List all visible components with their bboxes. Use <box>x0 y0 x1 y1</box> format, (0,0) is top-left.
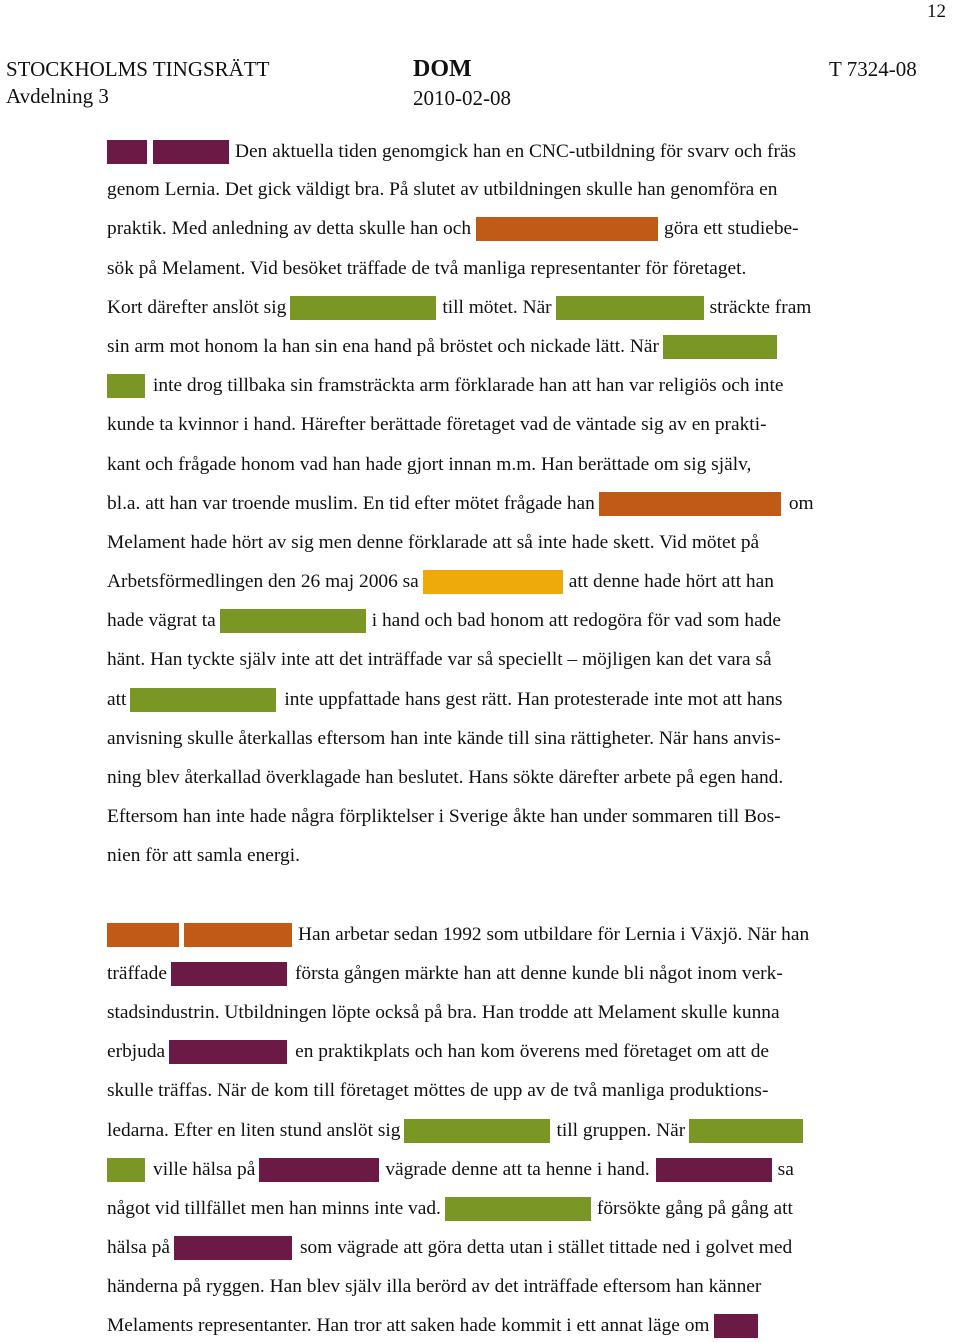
line-text: vägrade denne att ta henne i hand. <box>385 1159 650 1180</box>
text-line <box>107 215 799 243</box>
text-line <box>107 333 777 361</box>
text-line <box>107 921 809 949</box>
line-text: göra ett studiebe- <box>664 218 799 239</box>
redaction-block <box>714 1314 758 1338</box>
line-text: träffade <box>107 963 167 984</box>
line-text: Melaments representanter. Han tror att saken hade kommit i ett annat läge om <box>107 1315 710 1336</box>
text-line <box>107 1117 803 1145</box>
text-line: ning blev återkallad överklagade han beslutet. Hans sökte därefter arbete på egen hand. <box>107 767 784 788</box>
text-line <box>107 568 774 596</box>
case-number: T 7324-08 <box>829 57 917 81</box>
line-text: ville hälsa på <box>153 1159 256 1180</box>
line-text: sträckte fram <box>709 297 812 318</box>
text-line <box>107 294 811 322</box>
line-text: inte uppfattade hans gest rätt. Han protesterade inte mot att hans <box>284 689 783 710</box>
page-number: 12 <box>927 1 946 22</box>
redaction-block <box>107 1158 145 1182</box>
redaction-block <box>107 140 147 164</box>
text-line <box>107 1312 758 1340</box>
line-text: att denne hade hört att han <box>568 571 774 592</box>
redaction-block <box>259 1158 379 1182</box>
line-text: något vid tillfället men han minns inte vad. <box>107 1198 441 1219</box>
text-line <box>107 607 781 635</box>
redaction-block <box>663 335 777 359</box>
line-text: sin arm mot honom la han sin ena hand på bröstet och nickade lätt. När <box>107 336 659 357</box>
text-line: kant och frågade honom vad han hade gjort innan m.m. Han berättade om sig själv, <box>107 454 752 475</box>
division: Avdelning 3 <box>6 84 109 108</box>
line-text: som vägrade att göra detta utan i stället tittade ned i golvet med <box>300 1237 793 1258</box>
redaction-block <box>445 1197 591 1221</box>
text-line: Eftersom han inte hade några förpliktelser i Sverige åkte han under sommaren till Bos- <box>107 806 781 827</box>
redaction-block <box>556 296 704 320</box>
text-line <box>107 372 784 400</box>
line-text: Arbetsförmedlingen den 26 maj 2006 sa <box>107 571 419 592</box>
line-text: Den aktuella tiden genomgick han en CNC-utbildning för svarv och fräs <box>235 141 797 162</box>
text-line <box>107 1234 792 1262</box>
line-text: erbjuda <box>107 1041 166 1062</box>
line-text: en praktikplats och han kom överens med företaget om att de <box>295 1041 769 1062</box>
line-text: första gången märkte han att denne kunde bli något inom verk- <box>294 963 783 984</box>
text-line: anvisning skulle återkallas eftersom han inte kände till sina rättigheter. När hans anvis- <box>107 728 781 749</box>
text-line: händerna på ryggen. Han blev själv illa berörd av det inträffade eftersom han känner <box>107 1276 762 1297</box>
text-line <box>107 1038 769 1066</box>
line-text: Kort därefter anslöt sig <box>107 297 287 318</box>
document-type: DOM <box>413 56 472 82</box>
text-line <box>107 1156 794 1184</box>
court-name: STOCKHOLMS TINGSRÄTT <box>6 57 270 81</box>
text-line: kunde ta kvinnor i hand. Härefter berättade företaget vad de väntade sig av en prakti- <box>107 414 767 435</box>
line-text: inte drog tillbaka sin framsträckta arm förklarade han att han var religiös och inte <box>153 375 784 396</box>
line-text: i hand och bad honom att redogöra för vad som hade <box>371 610 781 631</box>
redaction-block <box>656 1158 772 1182</box>
redaction-block <box>169 1040 287 1064</box>
text-line: Melament hade hört av sig men denne förklarade att så inte hade skett. Vid mötet på <box>107 532 760 553</box>
redaction-block <box>404 1119 550 1143</box>
redaction-block <box>174 1236 292 1260</box>
text-line: nien för att samla energi. <box>107 845 300 866</box>
line-text: sa <box>777 1159 794 1180</box>
text-line <box>107 960 783 988</box>
text-line: stadsindustrin. Utbildningen löpte också på bra. Han trodde att Melament skulle kunna <box>107 1002 780 1023</box>
line-text: Han arbetar sedan 1992 som utbildare för Lernia i Växjö. När han <box>298 924 810 945</box>
text-line <box>107 1195 793 1223</box>
line-text: hälsa på <box>107 1237 170 1258</box>
text-line: genom Lernia. Det gick väldigt bra. På slutet av utbildningen skulle han genomföra en <box>107 179 778 200</box>
line-text: ledarna. Efter en liten stund anslöt sig <box>107 1120 401 1141</box>
line-text: försökte gång på gång att <box>596 1198 793 1219</box>
redaction-block <box>290 296 436 320</box>
line-text: hade vägrat ta <box>107 610 216 631</box>
line-text: att <box>107 689 127 710</box>
redaction-block <box>184 923 292 947</box>
redaction-block <box>220 609 366 633</box>
redaction-block <box>153 140 229 164</box>
redaction-block <box>107 923 179 947</box>
redaction-block <box>171 962 287 986</box>
text-line: skulle träffas. När de kom till företaget möttes de upp av de två manliga produktions- <box>107 1080 769 1101</box>
text-line: sök på Melament. Vid besöket träffade de två manliga representanter för företaget. <box>107 258 747 279</box>
line-text: till gruppen. När <box>556 1120 686 1141</box>
line-text: om <box>788 493 814 514</box>
redaction-block <box>476 217 658 241</box>
redaction-block <box>423 570 563 594</box>
redaction-block <box>599 492 781 516</box>
redaction-block <box>130 688 276 712</box>
text-line: hänt. Han tyckte själv inte att det inträffade var så speciellt – möjligen kan det vara så <box>107 649 772 670</box>
text-line <box>107 686 782 714</box>
redaction-block <box>689 1119 803 1143</box>
text-line <box>107 490 814 518</box>
text-line <box>107 138 796 166</box>
line-text: praktik. Med anledning av detta skulle han och <box>107 218 472 239</box>
document-date: 2010-02-08 <box>413 86 511 110</box>
line-text: till mötet. När <box>442 297 552 318</box>
line-text: bl.a. att han var troende muslim. En tid efter mötet frågade han <box>107 493 595 514</box>
redaction-block <box>107 374 145 398</box>
